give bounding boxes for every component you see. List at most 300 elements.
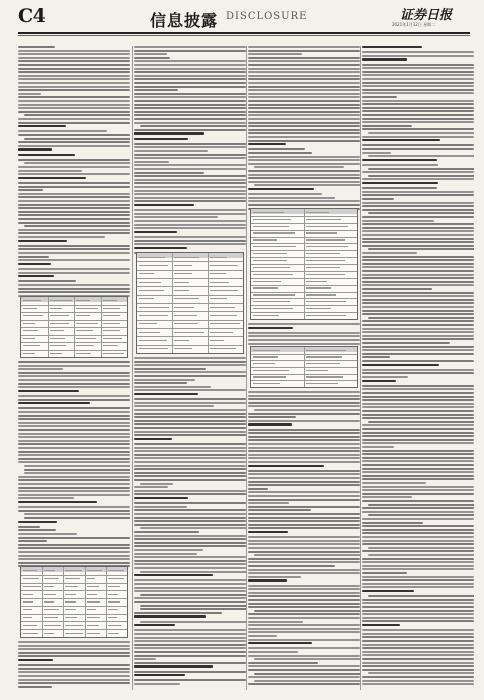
text-line [248, 595, 360, 597]
table-cell [50, 323, 69, 324]
table-cell [253, 260, 287, 261]
text-line [134, 193, 246, 195]
table-cell [210, 332, 233, 333]
text-line [362, 85, 474, 87]
table-cell [103, 323, 121, 324]
text-line [134, 154, 246, 156]
text-line [140, 621, 246, 623]
text-line [362, 205, 474, 207]
text-line [18, 494, 130, 496]
text-line [254, 166, 344, 168]
text-line [134, 545, 246, 547]
table-cell [139, 315, 168, 316]
table-row-line [137, 311, 243, 312]
text-line [362, 525, 474, 527]
table-row-line [21, 621, 127, 622]
text-line [254, 658, 360, 660]
text-line [362, 558, 474, 560]
table-cell [306, 239, 345, 240]
text-line [134, 651, 246, 653]
text-line [134, 71, 246, 73]
section-heading-line [362, 364, 439, 366]
text-line [134, 486, 168, 488]
text-line [248, 676, 360, 678]
table-cell [210, 282, 230, 283]
text-line [134, 175, 246, 177]
table-cell [44, 617, 58, 618]
text-line [362, 223, 474, 225]
text-line [248, 569, 360, 571]
text-line [18, 395, 130, 397]
text-line [362, 424, 474, 426]
text-line [134, 161, 169, 163]
text-line [248, 599, 360, 601]
text-line [18, 652, 130, 654]
text-line [134, 583, 246, 585]
table-cell [210, 298, 227, 299]
text-line [134, 671, 246, 673]
table-row-line [137, 336, 243, 337]
text-line [362, 565, 474, 567]
table-cell [108, 617, 117, 618]
table-cell [210, 340, 225, 341]
section-heading-line [18, 125, 66, 127]
text-line [248, 506, 360, 508]
section-heading-line [18, 390, 79, 392]
text-line [134, 502, 246, 504]
text-line [18, 75, 130, 77]
text-line [134, 549, 203, 551]
text-line [362, 89, 474, 91]
text-line [362, 617, 474, 619]
text-line [18, 60, 130, 62]
section-heading-line [248, 327, 293, 329]
table-cell [253, 308, 293, 309]
text-line [362, 306, 474, 308]
text-line [18, 668, 130, 670]
text-line [362, 457, 474, 459]
text-line [248, 402, 360, 404]
text-line [134, 107, 246, 109]
text-line [18, 71, 130, 73]
text-line [362, 295, 474, 297]
text-line [248, 481, 360, 483]
text-line [134, 96, 246, 98]
text-line [134, 542, 246, 544]
table-cell [65, 594, 76, 595]
text-line [254, 409, 360, 411]
section-heading-line [134, 204, 194, 206]
text-line [362, 432, 474, 434]
text-line [18, 268, 130, 270]
text-line [134, 479, 246, 481]
table-cell [174, 257, 198, 258]
text-line [18, 118, 130, 120]
section-heading-line [248, 642, 312, 644]
text-line [248, 125, 360, 127]
text-line [18, 222, 130, 224]
text-line [134, 563, 246, 565]
table-row-line [21, 583, 127, 584]
text-line [134, 389, 246, 391]
text-line [362, 669, 474, 671]
text-line [140, 125, 246, 127]
text-line [362, 406, 474, 408]
text-line [18, 104, 130, 106]
text-line [18, 284, 130, 286]
text-line [18, 232, 130, 234]
text-line [362, 583, 474, 585]
text-line [368, 248, 474, 250]
table-cell [23, 308, 37, 309]
text-line [18, 211, 130, 213]
table-cell [76, 338, 96, 339]
table-cell [253, 246, 296, 247]
section-heading-line [248, 423, 292, 425]
text-line [134, 111, 246, 113]
table-cell [108, 578, 124, 579]
table-cell [306, 281, 327, 282]
text-line [248, 136, 360, 138]
text-line [134, 587, 246, 589]
text-line [18, 200, 130, 202]
text-line [134, 197, 246, 199]
data-table [136, 252, 244, 354]
text-line [362, 331, 474, 333]
text-line [18, 368, 63, 370]
text-line [134, 168, 246, 170]
table-row-line [21, 629, 127, 630]
table-cell [253, 267, 290, 268]
text-line [18, 252, 130, 254]
text-line [254, 610, 360, 612]
text-line [18, 506, 130, 508]
text-line [134, 86, 246, 88]
table-cell [44, 625, 60, 626]
section-heading-line [362, 182, 438, 184]
text-line [248, 78, 360, 80]
section-heading-line [134, 231, 177, 233]
table-cell [23, 300, 41, 301]
text-line [134, 364, 246, 366]
table-cell [50, 338, 65, 339]
text-line [134, 164, 246, 166]
table-cell [87, 594, 98, 595]
text-line [134, 157, 246, 159]
section-heading-line [362, 139, 440, 141]
text-line [362, 446, 394, 448]
text-line [248, 132, 360, 134]
section-title: 信息披露 [150, 11, 219, 30]
text-line [134, 517, 246, 519]
text-line [134, 146, 246, 148]
table-cell [44, 633, 54, 634]
text-line [362, 252, 417, 254]
text-line [134, 379, 195, 381]
text-line [248, 335, 360, 337]
text-line [248, 647, 360, 649]
text-line [368, 672, 474, 674]
text-line [134, 633, 246, 635]
text-line [18, 93, 41, 95]
text-line [18, 193, 130, 195]
table-cell [253, 212, 284, 213]
text-line [18, 64, 130, 66]
text-line [362, 292, 474, 294]
text-line [140, 605, 246, 607]
text-line [362, 202, 474, 204]
table-cell [108, 601, 120, 602]
text-line [18, 682, 130, 684]
text-line [134, 118, 246, 120]
text-line [18, 454, 130, 456]
table-cell [108, 625, 121, 626]
table-cell [87, 601, 100, 602]
text-line [254, 184, 360, 186]
text-line [362, 478, 474, 480]
text-line [18, 526, 40, 528]
table-cell [23, 345, 40, 346]
section-heading-line [134, 674, 185, 676]
text-line [248, 413, 360, 415]
section-title-en: DISCLOSURE [226, 11, 308, 22]
text-line [362, 518, 474, 520]
text-line [140, 483, 173, 485]
text-line [362, 586, 474, 588]
text-line [248, 484, 360, 486]
text-line [248, 572, 360, 574]
table-row-line [137, 320, 243, 321]
table-cell [103, 300, 118, 301]
text-line [362, 227, 474, 229]
table-cell [139, 282, 161, 283]
text-line [368, 504, 474, 506]
text-line [134, 683, 180, 685]
text-line [248, 100, 360, 102]
text-line [248, 603, 360, 605]
table-cell [50, 315, 69, 316]
text-line [362, 507, 474, 509]
text-line [362, 288, 432, 290]
text-line [248, 631, 360, 633]
issue-date: 2021年1月12日 星期二 [392, 22, 436, 27]
text-line [18, 86, 130, 88]
text-line [134, 461, 246, 463]
text-line [248, 156, 360, 158]
text-line [362, 610, 474, 612]
table-cell [23, 609, 32, 610]
text-line [18, 407, 130, 409]
text-line [24, 513, 130, 515]
table-cell [23, 570, 37, 571]
text-line [362, 74, 474, 76]
text-line [362, 67, 474, 69]
text-line [248, 651, 298, 653]
text-line [24, 465, 130, 467]
text-line [248, 457, 360, 459]
table-row-line [21, 606, 127, 607]
text-line [248, 606, 360, 608]
text-line [362, 403, 474, 405]
text-line [362, 266, 474, 268]
text-line [134, 368, 206, 370]
text-line [134, 431, 246, 433]
text-line [134, 53, 167, 55]
table-row-line [137, 286, 243, 287]
text-line [362, 274, 474, 276]
text-line [368, 514, 474, 516]
text-line [18, 50, 130, 52]
table-cell [306, 363, 340, 364]
text-line [18, 122, 130, 124]
table-cell [65, 601, 76, 602]
text-line [362, 453, 474, 455]
text-line [368, 212, 474, 214]
section-heading-line [18, 154, 75, 156]
text-line [362, 353, 474, 355]
table-cell [23, 625, 37, 626]
text-line [248, 665, 360, 667]
table-cell [139, 307, 169, 308]
table-cell [253, 274, 293, 275]
text-line [18, 411, 130, 413]
text-line [362, 64, 474, 66]
text-line [134, 129, 246, 131]
text-line [134, 122, 246, 124]
text-line [134, 46, 246, 48]
text-line [134, 531, 199, 533]
text-line [18, 186, 130, 188]
text-line [248, 177, 360, 179]
text-line [248, 536, 360, 538]
table-cell [103, 338, 122, 339]
table-cell [306, 219, 341, 220]
table-cell [253, 253, 287, 254]
text-line [362, 360, 474, 362]
text-line [248, 443, 360, 445]
text-line [134, 655, 246, 657]
text-line [18, 686, 52, 688]
text-line [134, 89, 178, 91]
text-line [134, 382, 187, 384]
table-cell [306, 376, 343, 377]
table-cell [23, 315, 43, 316]
text-line [362, 281, 474, 283]
text-line [362, 144, 474, 146]
article-column-1 [18, 46, 130, 690]
text-line [134, 68, 246, 70]
text-line [18, 291, 130, 293]
text-line [134, 447, 246, 449]
text-line [18, 68, 130, 70]
section-heading-line [134, 438, 172, 440]
text-line [248, 527, 360, 529]
table-cell [103, 353, 125, 354]
text-line [362, 55, 474, 57]
text-line [248, 513, 360, 515]
text-line [248, 447, 360, 449]
text-line [362, 439, 474, 441]
text-line [248, 111, 360, 113]
text-line [18, 433, 130, 435]
text-line [362, 651, 474, 653]
text-line [18, 207, 130, 209]
text-line [134, 64, 246, 66]
text-line [18, 544, 130, 546]
text-line [248, 60, 360, 62]
text-line [134, 647, 246, 649]
text-line [248, 461, 360, 463]
text-line [362, 78, 474, 80]
table-cell [253, 376, 286, 377]
text-line [24, 114, 130, 116]
table-cell [108, 609, 118, 610]
table-cell [174, 315, 197, 316]
text-line [18, 671, 130, 673]
section-heading-line [18, 240, 67, 242]
section-heading-line [248, 579, 287, 581]
table-row-line [21, 590, 127, 591]
text-line [362, 414, 474, 416]
masthead-rule [18, 32, 470, 34]
text-line [248, 174, 360, 176]
text-line [18, 214, 130, 216]
text-line [134, 443, 246, 445]
section-heading-line [134, 247, 187, 249]
text-line [134, 213, 246, 215]
text-line [362, 500, 474, 502]
text-line [362, 428, 474, 430]
table-cell [76, 330, 93, 331]
section-heading-line [18, 501, 97, 503]
text-line [248, 617, 360, 619]
text-line [18, 372, 130, 374]
text-line [18, 476, 130, 478]
text-line [18, 533, 77, 535]
section-heading-line [248, 531, 288, 533]
text-line [18, 399, 130, 401]
text-line [362, 540, 474, 542]
table-col-line [63, 567, 64, 637]
text-line [134, 402, 246, 404]
text-line [362, 529, 474, 531]
table-row-line [137, 270, 243, 271]
text-line [248, 502, 289, 504]
section-heading-line [362, 159, 437, 161]
text-line [362, 372, 474, 374]
data-table [250, 346, 358, 388]
text-line [134, 538, 246, 540]
text-line [248, 107, 360, 109]
table-cell [44, 570, 55, 571]
text-line [362, 216, 474, 218]
text-line [362, 346, 474, 348]
text-line [18, 487, 130, 489]
text-line [134, 590, 246, 592]
text-line [254, 680, 360, 682]
text-line [18, 46, 55, 48]
text-line [362, 349, 474, 351]
table-cell [108, 594, 118, 595]
text-line [248, 624, 360, 626]
table-cell [210, 257, 227, 258]
section-heading-line [362, 380, 396, 382]
table-cell [23, 617, 32, 618]
text-line [362, 417, 474, 419]
text-line [134, 513, 246, 515]
text-line [362, 450, 474, 452]
table-cell [44, 594, 56, 595]
